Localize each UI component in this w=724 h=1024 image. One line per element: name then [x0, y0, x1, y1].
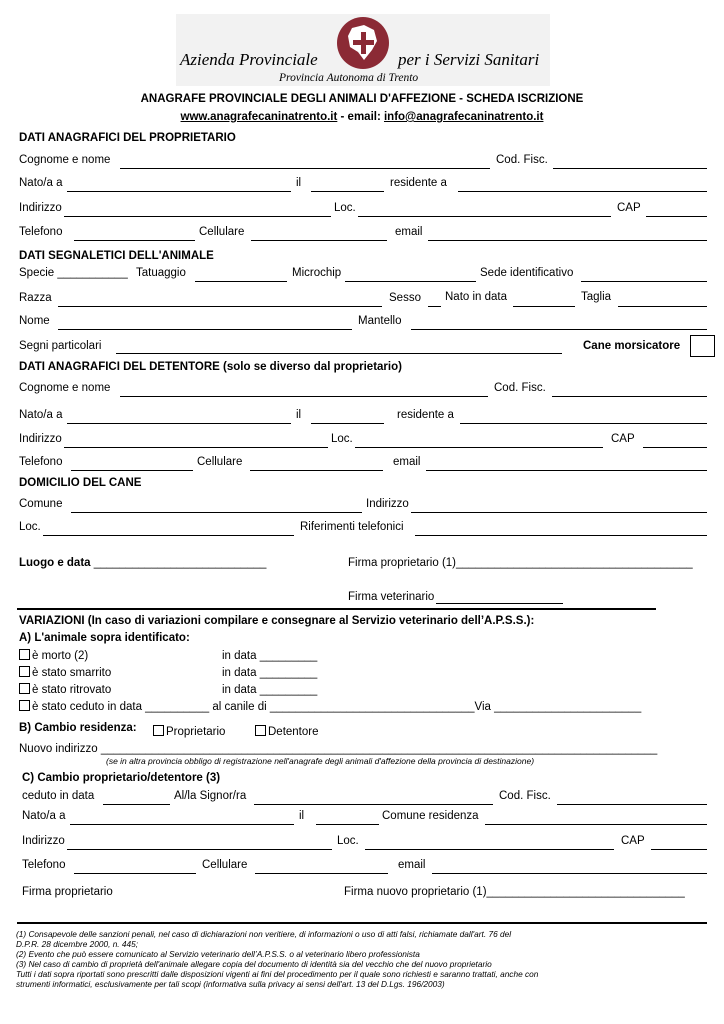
c-cap-field[interactable]	[651, 849, 707, 850]
holder-cognome-field[interactable]	[120, 396, 488, 397]
animal-segni-field[interactable]	[116, 353, 562, 354]
animal-nome-label: Nome	[19, 315, 50, 327]
owner-nato-field[interactable]	[67, 191, 291, 192]
holder-indirizzo-label: Indirizzo	[19, 433, 62, 445]
doc-title: ANAGRAFE PROVINCIALE DEGLI ANIMALI D'AFFEZIONE - SCHEDA ISCRIZIONE	[140, 93, 584, 105]
domicile-title: DOMICILIO DEL CANE	[19, 477, 142, 489]
morsicatore-checkbox[interactable]	[690, 335, 715, 357]
checkbox-icon[interactable]	[19, 683, 30, 694]
owner-cognome-field[interactable]	[120, 168, 490, 169]
owner-indirizzo-label: Indirizzo	[19, 202, 62, 214]
c-cap-label: CAP	[621, 835, 645, 847]
c-signor-field[interactable]	[254, 804, 493, 805]
luogo-data-field[interactable]: ___________________________	[93, 557, 267, 569]
owner-loc-label: Loc.	[334, 202, 356, 214]
owner-cellulare-field[interactable]	[251, 240, 387, 241]
c-comune-field[interactable]	[485, 824, 707, 825]
owner-nato-label: Nato/a a	[19, 177, 63, 189]
footnotes	[16, 929, 538, 989]
c-il-label: il	[299, 810, 305, 822]
holder-nato-field[interactable]	[67, 423, 291, 424]
variation-a-title: A) L'animale sopra identificato:	[19, 632, 190, 644]
c-ceduto-field[interactable]	[103, 804, 170, 805]
firma-veterinario-label: Firma veterinario	[348, 591, 435, 603]
variations-title: VARIAZIONI (In caso di variazioni compilare e consegnare al Servizio veterinario dell’A.P.S.S.):	[19, 615, 535, 627]
org-subtitle: Provincia Autonoma di Trento	[279, 72, 419, 84]
animal-mantello-field[interactable]	[411, 329, 707, 330]
b-option-detentore[interactable]	[255, 725, 319, 738]
c-loc-label: Loc.	[337, 835, 359, 847]
footnote-line: Tutti i dati sopra riportati sono prescritti dalle disposizioni vigenti ai fini del procedimento per il quale sono richiesti e saranno trattati, anche con	[16, 969, 539, 979]
owner-date-field[interactable]	[311, 191, 384, 192]
holder-codfisc-label: Cod. Fisc.	[494, 382, 546, 394]
owner-title: DATI ANAGRAFICI DEL PROPRIETARIO	[19, 132, 236, 144]
owner-residente-field[interactable]	[458, 191, 707, 192]
domicile-loc-field[interactable]	[43, 535, 294, 536]
holder-cap-label: CAP	[611, 433, 635, 445]
holder-email-label: email	[393, 456, 421, 468]
c-email-label: email	[398, 859, 426, 871]
contact-line	[0, 111, 724, 123]
animal-nato-data-label: Nato in data	[445, 291, 508, 303]
c-comune-label: Comune residenza	[382, 810, 479, 822]
footnote-line: D.P.R. 28 dicembre 2000, n. 445;	[16, 939, 139, 949]
variation-item[interactable]	[19, 666, 111, 679]
holder-cellulare-label: Cellulare	[197, 456, 243, 468]
animal-taglia-label: Taglia	[581, 291, 612, 303]
c-indirizzo-label: Indirizzo	[22, 835, 65, 847]
animal-razza-label: Razza	[19, 292, 52, 304]
animal-tatuaggio-label: Tatuaggio	[136, 267, 186, 279]
domicile-riferimenti-label: Riferimenti telefonici	[300, 521, 404, 533]
section-divider	[17, 608, 656, 610]
owner-email-label: email	[395, 226, 423, 238]
c-date-field[interactable]	[316, 824, 379, 825]
holder-cognome-label: Cognome e nome	[19, 382, 111, 394]
c-loc-field[interactable]	[365, 849, 614, 850]
holder-telefono-field[interactable]	[71, 470, 193, 471]
animal-nato-data-field[interactable]	[513, 306, 575, 307]
luogo-data-line[interactable]	[19, 557, 266, 569]
c-nato-label: Nato/a a	[22, 810, 66, 822]
animal-mantello-label: Mantello	[358, 315, 402, 327]
animal-morsicatore-label: Cane morsicatore	[583, 340, 681, 352]
c-nato-field[interactable]	[70, 824, 294, 825]
owner-telefono-label: Telefono	[19, 226, 63, 238]
b-option-label: Detentore	[268, 726, 319, 738]
variation-item-date[interactable]: in data _________	[222, 684, 318, 696]
email-link[interactable]: info@anagrafecaninatrento.it	[383, 111, 544, 123]
luogo-data-label: Luogo e data	[19, 557, 91, 569]
animal-tatuaggio-field[interactable]	[195, 281, 287, 282]
owner-loc-field[interactable]	[358, 216, 611, 217]
apss-logo-icon	[334, 14, 392, 72]
firma-proprietario-field[interactable]: Firma proprietario (1)_____________________________________	[348, 557, 693, 569]
animal-microchip-label: Microchip	[292, 267, 342, 279]
c-email-field[interactable]	[432, 873, 707, 874]
holder-email-field[interactable]	[426, 470, 707, 471]
holder-cellulare-field[interactable]	[250, 470, 383, 471]
website-link[interactable]: www.anagrafecaninatrento.it	[180, 111, 338, 123]
owner-telefono-field[interactable]	[74, 240, 195, 241]
checkbox-icon[interactable]	[19, 649, 30, 660]
org-name-left: Azienda Provinciale	[180, 50, 318, 69]
holder-indirizzo-field[interactable]	[64, 447, 328, 448]
checkbox-icon[interactable]	[19, 700, 30, 711]
holder-nato-label: Nato/a a	[19, 409, 63, 421]
holder-codfisc-field[interactable]	[552, 396, 707, 397]
animal-segni-label: Segni particolari	[19, 340, 102, 352]
footer-divider	[17, 922, 707, 924]
variation-item-label: è stato smarrito	[32, 667, 112, 679]
nuovo-indirizzo-field[interactable]: Nuovo indirizzo _______________________________________________________________________________________	[19, 743, 658, 755]
holder-loc-field[interactable]	[355, 447, 603, 448]
holder-residente-field[interactable]	[460, 423, 707, 424]
owner-cap-field[interactable]	[646, 216, 707, 217]
c-firma-nuovo-field[interactable]: Firma nuovo proprietario (1)_______________________________	[344, 886, 685, 898]
c-telefono-label: Telefono	[22, 859, 66, 871]
animal-sesso-label: Sesso	[389, 292, 421, 304]
firma-veterinario-field[interactable]	[436, 603, 563, 604]
owner-residente-label: residente a	[390, 177, 447, 189]
domicile-riferimenti-field[interactable]	[415, 535, 707, 536]
animal-specie-label[interactable]: Specie ___________	[19, 267, 128, 279]
animal-microchip-field[interactable]	[345, 281, 476, 282]
b-option-label: Proprietario	[166, 726, 226, 738]
animal-nome-field[interactable]	[58, 329, 352, 330]
owner-email-field[interactable]	[428, 240, 707, 241]
domicile-indirizzo-field[interactable]	[411, 512, 707, 513]
email-separator: - email:	[337, 111, 384, 123]
checkbox-icon[interactable]	[19, 666, 30, 677]
holder-cap-field[interactable]	[643, 447, 707, 448]
c-telefono-field[interactable]	[74, 873, 196, 874]
holder-residente-label: residente a	[397, 409, 454, 421]
owner-codfisc-label: Cod. Fisc.	[496, 154, 548, 166]
owner-il-label: il	[296, 177, 302, 189]
footnote-line: (2) Evento che può essere comunicato al Servizio veterinario dell’A.P.S.S. o al veterinario libero professionista	[16, 949, 420, 959]
variation-b-title: B) Cambio residenza:	[19, 722, 137, 734]
checkbox-icon[interactable]	[255, 725, 266, 736]
footnote-line: (1) Consapevole delle sanzioni penali, nel caso di dichiarazioni non veritiere, di informazioni o uso di atti falsi, richiamate dall'art. 76 del	[16, 929, 512, 939]
owner-cap-label: CAP	[617, 202, 641, 214]
c-indirizzo-field[interactable]	[67, 849, 332, 850]
nuovo-indirizzo-note: (se in altra provincia obbligo di registrazione nell'anagrafe degli animali d'affezione della provincia di destinazione)	[106, 756, 535, 766]
animal-taglia-field[interactable]	[618, 306, 707, 307]
c-signor-label: Al/la Signor/ra	[174, 790, 247, 802]
c-codfisc-field[interactable]	[557, 804, 707, 805]
checkbox-icon[interactable]	[153, 725, 164, 736]
variation-item-date[interactable]: in data _________	[222, 667, 318, 679]
animal-sede-label: Sede identificativo	[480, 267, 574, 279]
animal-sede-field[interactable]	[581, 281, 707, 282]
variation-item-label: è stato ceduto in data __________ al canile di ________________________________Via _______________________	[32, 701, 642, 713]
footnote-line: (3) Nel caso di cambio di proprietà dell'animale allegare copia del documento di identità sia del vecchio che del nuovo proprietario	[16, 959, 492, 969]
org-name-right: per i Servizi Sanitari	[398, 50, 540, 69]
c-ceduto-label: ceduto in data	[22, 790, 95, 802]
variation-item-date[interactable]: in data _________	[222, 650, 318, 662]
variation-item-label: è stato ritrovato	[32, 684, 112, 696]
holder-telefono-label: Telefono	[19, 456, 63, 468]
domicile-comune-field[interactable]	[71, 512, 362, 513]
c-cellulare-label: Cellulare	[202, 859, 248, 871]
domicile-indirizzo-label: Indirizzo	[366, 498, 409, 510]
variation-c-title: C) Cambio proprietario/detentore (3)	[22, 772, 221, 784]
variation-item[interactable]	[19, 700, 641, 713]
variation-item[interactable]	[19, 683, 111, 696]
owner-codfisc-field[interactable]	[553, 168, 707, 169]
animal-sesso-field[interactable]	[428, 306, 441, 307]
footnote-line: strumenti informatici, esclusivamente per tali scopi (informativa sulla privacy ai sensi dell'art. 13 del D.Lgs. 196/2003)	[16, 979, 445, 989]
owner-cognome-label: Cognome e nome	[19, 154, 111, 166]
variation-item-label: è morto (2)	[32, 650, 89, 662]
holder-il-label: il	[296, 409, 302, 421]
holder-title: DATI ANAGRAFICI DEL DETENTORE (solo se diverso dal proprietario)	[19, 361, 402, 373]
b-option-proprietario[interactable]	[153, 725, 225, 738]
c-cellulare-field[interactable]	[255, 873, 388, 874]
c-codfisc-label: Cod. Fisc.	[499, 790, 551, 802]
c-firma-proprietario-label: Firma proprietario	[22, 886, 113, 898]
domicile-loc-label: Loc.	[19, 521, 41, 533]
animal-razza-field[interactable]	[58, 306, 382, 307]
holder-date-field[interactable]	[311, 423, 384, 424]
owner-indirizzo-field[interactable]	[64, 216, 331, 217]
variation-item[interactable]	[19, 649, 88, 662]
animal-title: DATI SEGNALETICI DELL'ANIMALE	[19, 250, 214, 262]
owner-cellulare-label: Cellulare	[199, 226, 245, 238]
holder-loc-label: Loc.	[331, 433, 353, 445]
domicile-comune-label: Comune	[19, 498, 63, 510]
